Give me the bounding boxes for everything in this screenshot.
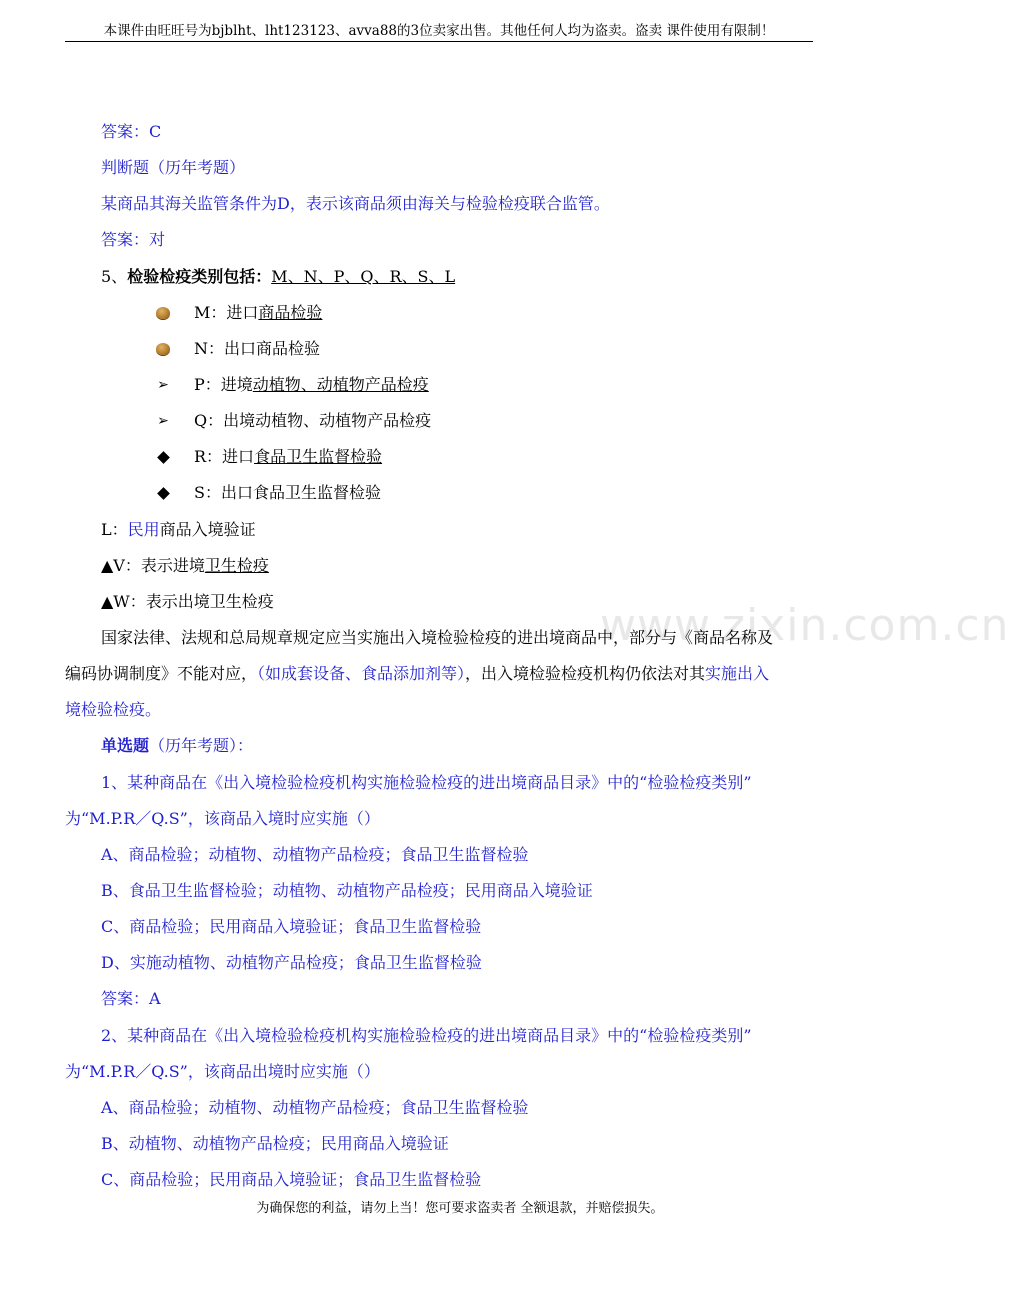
list-item-p (194, 375, 429, 395)
single-choice-title (101, 736, 253, 756)
question-2-line-2: 为“M.P.R／Q.S”，该商品出境时应实施（） (65, 1062, 380, 1081)
list-item-l (101, 520, 256, 540)
list-item-m (194, 303, 322, 323)
question-1-option-a: A、商品检验；动植物、动植物产品检疫；食品卫生监督检验 (101, 845, 529, 864)
list-item-v-prefix: ▲V：表示进境 (101, 556, 205, 575)
category-codes: M、N、P、Q、R、S、L (271, 267, 456, 286)
list-item-p-prefix: P：进境 (194, 375, 253, 394)
question-2-line-1: 2、某种商品在《出入境检验检疫机构实施检验检疫的进出境商品目录》中的“检验检疫类别” (101, 1026, 752, 1045)
question-1-line-1: 1、某种商品在《出入境检验检疫机构实施检验检疫的进出境商品目录》中的“检验检疫类别” (101, 773, 752, 792)
diamond-icon (154, 483, 172, 503)
question-2-option-c: C、商品检验；民用商品入境验证；食品卫生监督检验 (101, 1170, 482, 1189)
question-1-option-b: B、食品卫生监督检验；动植物、动植物产品检疫；民用商品入境验证 (101, 881, 593, 900)
paragraph-example: （如成套设备、食品添加剂等） (257, 664, 466, 683)
page-footer: 为确保您的利益，请勿上当！您可要求盗卖者 全额退款，并赔偿损失。 (256, 1201, 664, 1216)
paragraph-text: ，出入境检验检疫机构仍依法对其 (465, 664, 706, 683)
single-choice-label: 单选题 (101, 736, 150, 755)
page-header: 本课件由旺旺号为bjblht、lht123123、avva88的3位卖家出售。其他任何人均为盗卖。盗卖 课件使用有限制！ (103, 23, 775, 39)
category-label: 检验检疫类别包括： (127, 267, 272, 286)
list-item-q: Q：出境动植物、动植物产品检疫 (194, 411, 432, 430)
arrow-icon: ➢ (157, 377, 169, 393)
paragraph-line-2 (65, 664, 769, 684)
answer-correct: 答案：对 (101, 230, 166, 249)
list-item-v (101, 556, 269, 576)
list-item-m-prefix: M：进口 (194, 303, 259, 322)
arrow-icon: ➢ (157, 413, 169, 429)
paragraph-line-3: 境检验检疫。 (65, 700, 162, 719)
single-choice-note: （历年考题）： (149, 736, 254, 755)
category-number: 5、 (101, 267, 128, 286)
question-1-option-d: D、实施动植物、动植物产品检疫；食品卫生监督检验 (101, 953, 482, 972)
list-item-m-term: 商品检验 (258, 303, 323, 322)
list-item-n: N：出口商品检验 (194, 339, 321, 358)
list-item-s: S：出口食品卫生监督检验 (194, 483, 381, 502)
diamond-icon (154, 447, 172, 467)
judgment-title: 判断题（历年考题） (101, 158, 246, 177)
list-item-r (194, 447, 382, 467)
paragraph-highlight: 实施出入 (705, 664, 770, 683)
coin-icon (154, 303, 172, 323)
coin-icon (154, 339, 172, 359)
list-item-p-term: 动植物、动植物产品检疫 (252, 375, 429, 394)
list-item-r-prefix: R：进口 (194, 447, 255, 466)
judgment-question: 某商品其海关监管条件为D，表示该商品须由海关与检验检疫联合监管。 (101, 194, 610, 213)
list-item-w: ▲W：表示出境卫生检疫 (101, 592, 274, 611)
list-item-r-term: 食品卫生监督检验 (254, 447, 383, 466)
list-item-l-prefix: L： (101, 520, 128, 539)
question-2-option-a: A、商品检验；动植物、动植物产品检疫；食品卫生监督检验 (101, 1098, 529, 1117)
question-2-option-b: B、动植物、动植物产品检疫；民用商品入境验证 (101, 1134, 449, 1153)
category-heading (101, 267, 455, 287)
question-1-answer: 答案：A (101, 989, 161, 1008)
watermark: www.zixin.com.cn (600, 600, 1009, 651)
question-1-option-c: C、商品检验；民用商品入境验证；食品卫生监督检验 (101, 917, 482, 936)
paragraph-text: 编码协调制度》不能对应， (65, 664, 258, 683)
header-divider (65, 41, 813, 42)
list-item-v-term: 卫生检疫 (204, 556, 269, 575)
list-item-l-rest: 商品入境验证 (159, 520, 256, 539)
question-1-line-2: 为“M.P.R／Q.S”，该商品入境时应实施（） (65, 809, 380, 828)
list-item-l-civil: 民用 (127, 520, 160, 539)
paragraph-line-1: 国家法律、法规和总局规章规定应当实施出入境检验检疫的进出境商品中，部分与《商品名称及 (101, 628, 774, 647)
answer-c: 答案：C (101, 122, 162, 141)
